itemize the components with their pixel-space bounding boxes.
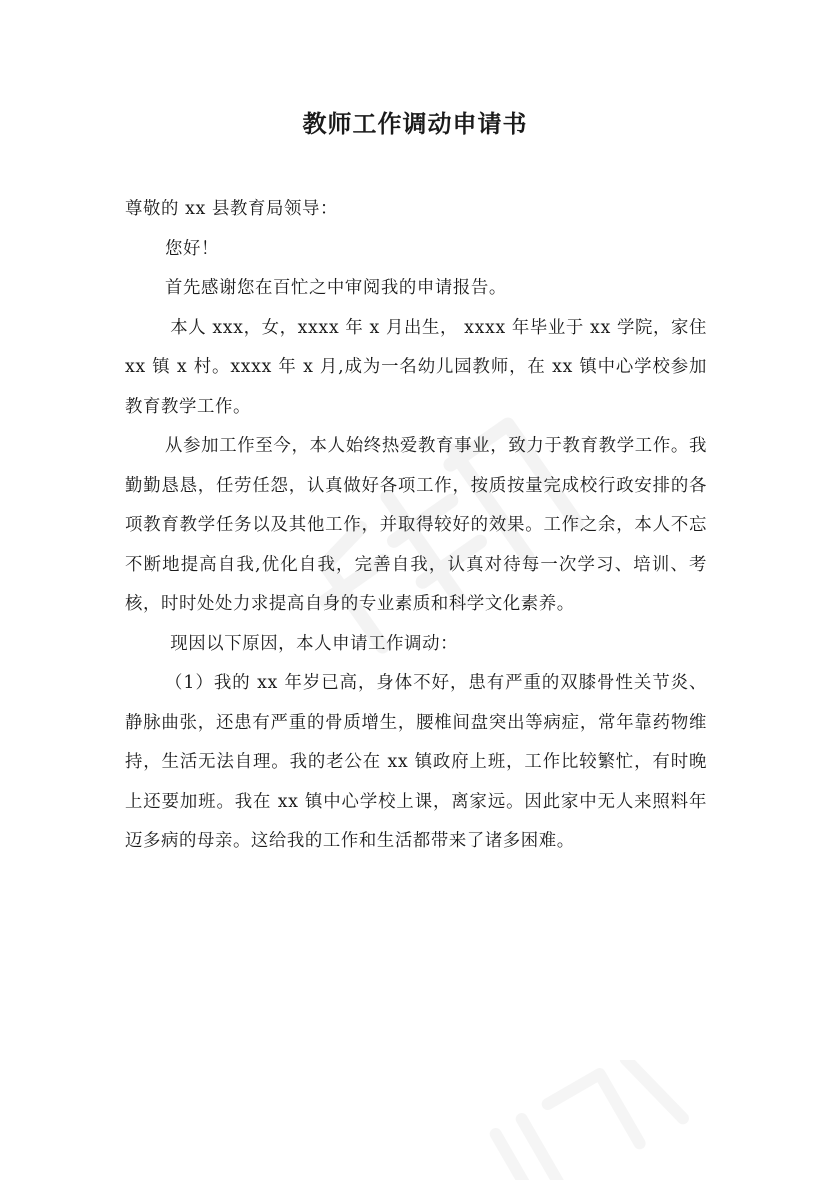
paragraph-reason-intro: 现因以下原因，本人申请工作调动： xyxy=(170,633,459,654)
paragraph-work-experience: 从参加工作至今，本人始终热爱教育事业，致力于教育教学工作。我勤勤恳恳，任劳任怨，认真做好各项工作，按质按量完成校行政安排的各项教育教学任务以及其他工作，并取得较好的效果。工作之余，本人不忘不断地提高自我,优化自我，完善自我，认真对待每一次学习、培训、考核，时时处处力求提高自身的专业素质和科学文化素养。 xyxy=(125,436,707,614)
paragraph-self-introduction: 本人 xxx，女，xxxx 年 x 月出生， xxxx 年毕业于 xx 学院，家住 xx 镇 x 村。xxxx 年 x 月,成为一名幼儿园教师，在 xx 镇中心学校参加教育教学工作。 xyxy=(125,317,707,417)
paragraph-thanks: 首先感谢您在百忙之中审阅我的申请报告。 xyxy=(165,278,507,298)
paragraph-greeting: 您好！ xyxy=(165,238,219,259)
document-body xyxy=(125,190,707,862)
document-title: 教师工作调动申请书 xyxy=(302,110,528,138)
watermark-stamp-icon-secondary xyxy=(470,1060,690,1180)
salutation-line: 尊敬的 xx 县教育局领导： xyxy=(125,199,338,219)
paragraph-reason-one: （1）我的 xx 年岁已高，身体不好，患有严重的双膝骨性关节炎、静脉曲张，还患有严重的骨质增生，腰椎间盘突出等病症，常年靠药物维持，生活无法自理。我的老公在 xx 镇政府上班，工作比较繁忙，有时晚上还要加班。我在 xx 镇中心学校上课，离家远。因此家中无人来照料年迈多病的母亲。这给我的工作和生活都带来了诸多困难。 xyxy=(125,673,707,851)
